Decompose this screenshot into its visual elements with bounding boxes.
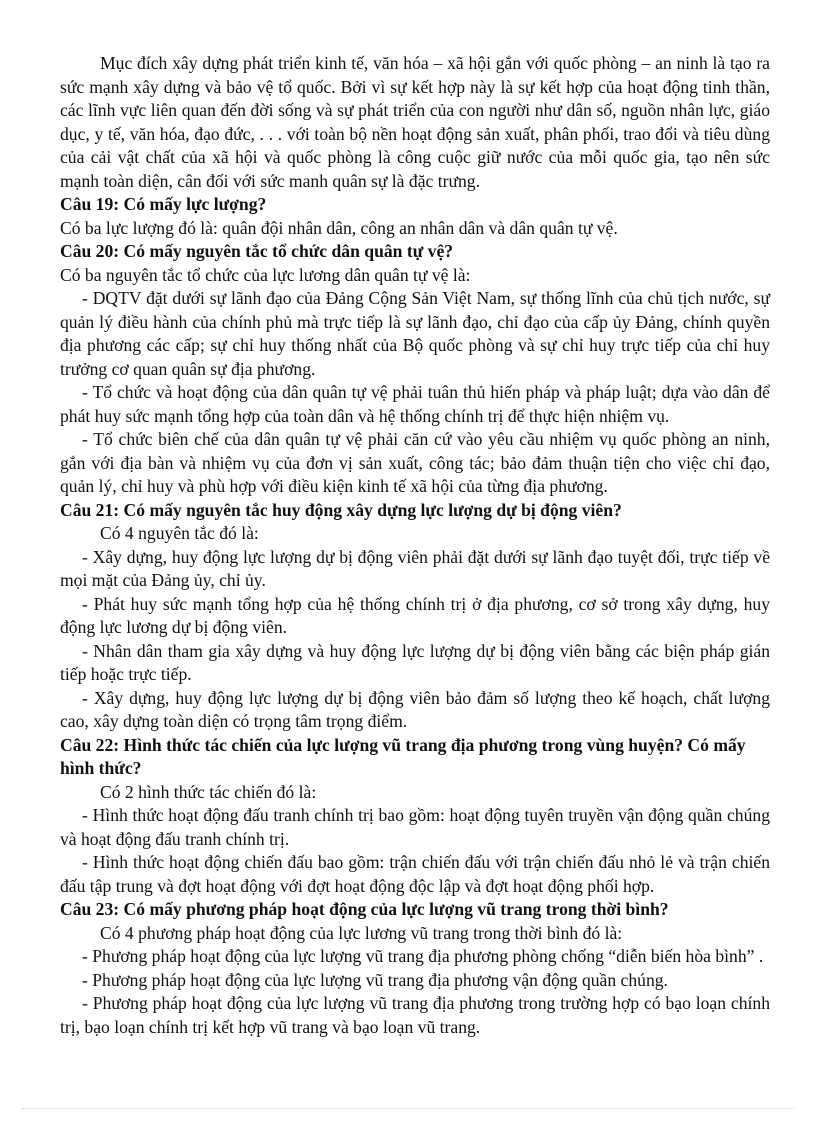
question-20-item: - Tổ chức biên chế của dân quân tự vệ phải căn cứ vào yêu cầu nhiệm vụ quốc phòng an ninh, gắn với địa bàn và nhiệm vụ của đơn vị sản xuất, công tác; bảo đảm thuận tiện cho việc chỉ đạo, quản lý, chỉ huy và phù hợp với điều kiện kinh tế xã hội của từng địa phương. — [60, 429, 770, 496]
intro-paragraph: Mục đích xây dựng phát triển kinh tế, văn hóa – xã hội gắn với quốc phòng – an ninh là tạo ra sức mạnh xây dựng và bảo vệ tổ quốc. Bởi vì sự kết hợp này là sự kết hợp của hoạt động tinh thần, các lĩnh vực liên quan đến đời sống và sự phát triển của con người như dân số, nguồn nhân lực, giáo dục, y tế, văn hóa, đạo đức, . . . với toàn bộ nền hoạt động sản xuất, phân phối, trao đổi và tiêu dùng của cải vật chất của xã hội và quốc phòng là công cuộc giữ nước của mỗi quốc gia, tạo nên sức mạnh toàn diện, cân đối với sức manh quân sự là đặc trưng. — [60, 53, 770, 191]
question-20-item: - DQTV đặt dưới sự lãnh đạo của Đảng Cộng Sản Việt Nam, sự thống lĩnh của chủ tịch nước, sự quản lý điều hành của chính phủ mà trực tiếp là sự lãnh đạo, chỉ đạo của cấp ủy Đảng, chính quyền địa phương các cấp; sự chỉ huy thống nhất của Bộ quốc phòng và sự chỉ huy trực tiếp của chỉ huy trưởng cơ quan quân sự địa phương. — [60, 288, 770, 379]
question-23-heading: Câu 23: Có mấy phương pháp hoạt động của lực lượng vũ trang trong thời bình? — [60, 899, 669, 919]
question-19-answer: Có ba lực lượng đó là: quân đội nhân dân, công an nhân dân và dân quân tự vệ. — [60, 217, 618, 238]
page-footer-divider — [22, 1108, 794, 1109]
question-21-item: - Xây dựng, huy động lực lượng dự bị động viên phải đặt dưới sự lãnh đạo tuyệt đối, trực tiếp về mọi mặt của Đảng ủy, chỉ ủy. — [60, 546, 770, 590]
question-20-lead: Có ba nguyên tắc tổ chức của lực lương dân quân tự vệ là: — [60, 264, 471, 285]
question-21-lead: Có 4 nguyên tắc đó là: — [100, 523, 259, 543]
question-21-item: - Xây dựng, huy động lực lượng dự bị động viên bảo đảm số lượng theo kế hoạch, chất lượng cao, xây dựng toàn diện có trọng tâm trọng điểm. — [60, 687, 770, 731]
question-22-item: - Hình thức hoạt động đấu tranh chính trị bao gồm: hoạt động tuyên truyền vận động quần chúng và hoạt động đấu tranh chính trị. — [60, 805, 770, 849]
question-23-lead: Có 4 phương pháp hoạt động của lực lương vũ trang trong thời bình đó là: — [100, 922, 623, 943]
question-21-item: - Nhân dân tham gia xây dựng và huy động lực lượng dự bị động viên bằng các biện pháp gián tiếp hoặc trực tiếp. — [60, 640, 770, 684]
question-21-heading: Câu 21: Có mấy nguyên tắc huy động xây dựng lực lượng dự bị động viên? — [60, 499, 622, 520]
question-20-item: - Tổ chức và hoạt động của dân quân tự vệ phải tuân thủ hiến pháp và pháp luật; dựa vào dân để phát huy sức mạnh tổng hợp của toàn dân và hệ thống chính trị để thực hiện nhiệm vụ. — [60, 382, 770, 426]
question-20-heading: Câu 20: Có mấy nguyên tắc tổ chức dân quân tự vệ? — [60, 241, 454, 261]
question-21-item: - Phát huy sức mạnh tổng hợp của hệ thống chính trị ở địa phương, cơ sở trong xây dựng, huy động lực lương dự bị động viên. — [60, 593, 770, 637]
question-23-item: - Phương pháp hoạt động của lực lượng vũ trang địa phương trong trường hợp có bạo loạn chính trị, bạo loạn chính trị kết hợp vũ trang và bạo loạn vũ trang. — [60, 993, 770, 1037]
document-page — [60, 52, 770, 1039]
question-19-heading: Câu 19: Có mấy lực lượng? — [60, 194, 267, 214]
question-22-item: - Hình thức hoạt động chiến đấu bao gồm: trận chiến đấu với trận chiến đấu nhỏ lẻ và trận chiến đấu tập trung và đợt hoạt động với đợt hoạt động độc lập và đợt hoạt động phối hợp. — [60, 852, 770, 896]
question-23-item: - Phương pháp hoạt động của lực lượng vũ trang địa phương phòng chống “diễn biến hòa bình” . — [82, 946, 764, 966]
question-22-heading: Câu 22: Hình thức tác chiến của lực lượng vũ trang địa phương trong vùng huyện? Có mấy hình thức? — [60, 734, 746, 778]
question-23-item: - Phương pháp hoạt động của lực lượng vũ trang địa phương vận động quần chúng. — [82, 969, 668, 990]
question-22-lead: Có 2 hình thức tác chiến đó là: — [100, 781, 317, 802]
